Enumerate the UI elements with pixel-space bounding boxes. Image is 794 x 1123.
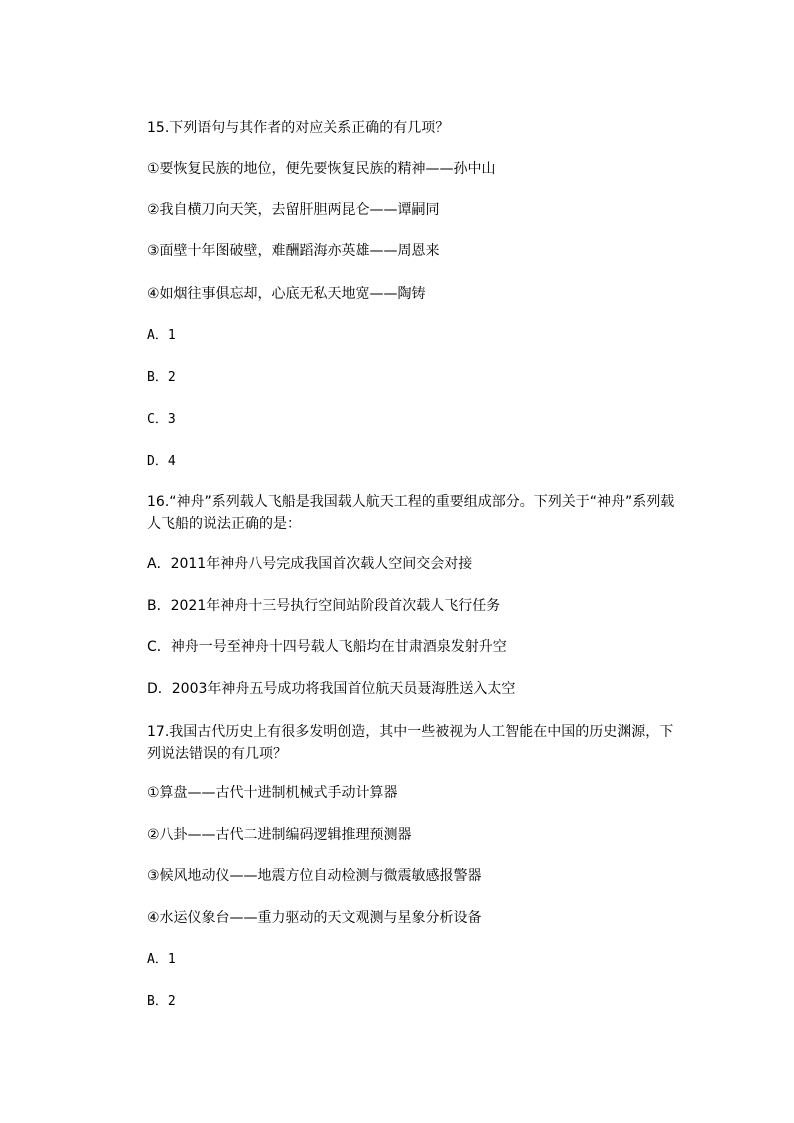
question-15-item-1: ①要恢复民族的地位，便先要恢复民族的精神——孙中山 bbox=[147, 161, 496, 177]
question-15-option-c: C．3 bbox=[147, 412, 176, 427]
question-15-item-2: ②我自横刀向天笑，去留肝胆两昆仑——谭嗣同 bbox=[147, 202, 440, 218]
question-17-item-4: ④水运仪象台——重力驱动的天文观测与星象分析设备 bbox=[147, 910, 482, 926]
question-15-option-a: A．1 bbox=[147, 328, 176, 343]
question-16-option-b: B．2021年神舟十三号执行空间站阶段首次载人飞行任务 bbox=[147, 598, 501, 614]
question-16-stem: 16.“神舟”系列载人飞船是我国载人航天工程的重要组成部分。下列关于“神舟”系列载人飞船的说法正确的是： bbox=[147, 494, 675, 532]
question-17-item-1: ①算盘——古代十进制机械式手动计算器 bbox=[147, 785, 398, 801]
question-16-option-c: C．神舟一号至神舟十四号载人飞船均在甘肃酒泉发射升空 bbox=[147, 639, 507, 655]
question-17-stem: 17.我国古代历史上有很多发明创造，其中一些被视为人工智能在中国的历史渊源，下列说法错误的有几项？ bbox=[147, 724, 674, 762]
question-16-option-a: A．2011年神舟八号完成我国首次载人空间交会对接 bbox=[147, 556, 473, 572]
question-16-option-d: D．2003年神舟五号成功将我国首位航天员聂海胜送入太空 bbox=[147, 681, 516, 697]
question-17-item-2: ②八卦——古代二进制编码逻辑推理预测器 bbox=[147, 827, 412, 843]
question-17-option-a: A．1 bbox=[147, 952, 176, 967]
question-15-item-3: ③面壁十年图破壁，难酬蹈海亦英雄——周恩来 bbox=[147, 243, 440, 259]
question-15-option-b: B．2 bbox=[147, 370, 176, 385]
question-17-option-b: B．2 bbox=[147, 994, 176, 1009]
question-15-option-d: D．4 bbox=[147, 454, 176, 469]
question-15-item-4: ④如烟往事俱忘却，心底无私天地宽——陶铸 bbox=[147, 286, 426, 302]
question-17-item-3: ③候风地动仪——地震方位自动检测与微震敏感报警器 bbox=[147, 868, 482, 884]
question-15-stem: 15.下列语句与其作者的对应关系正确的有几项？ bbox=[147, 120, 450, 136]
